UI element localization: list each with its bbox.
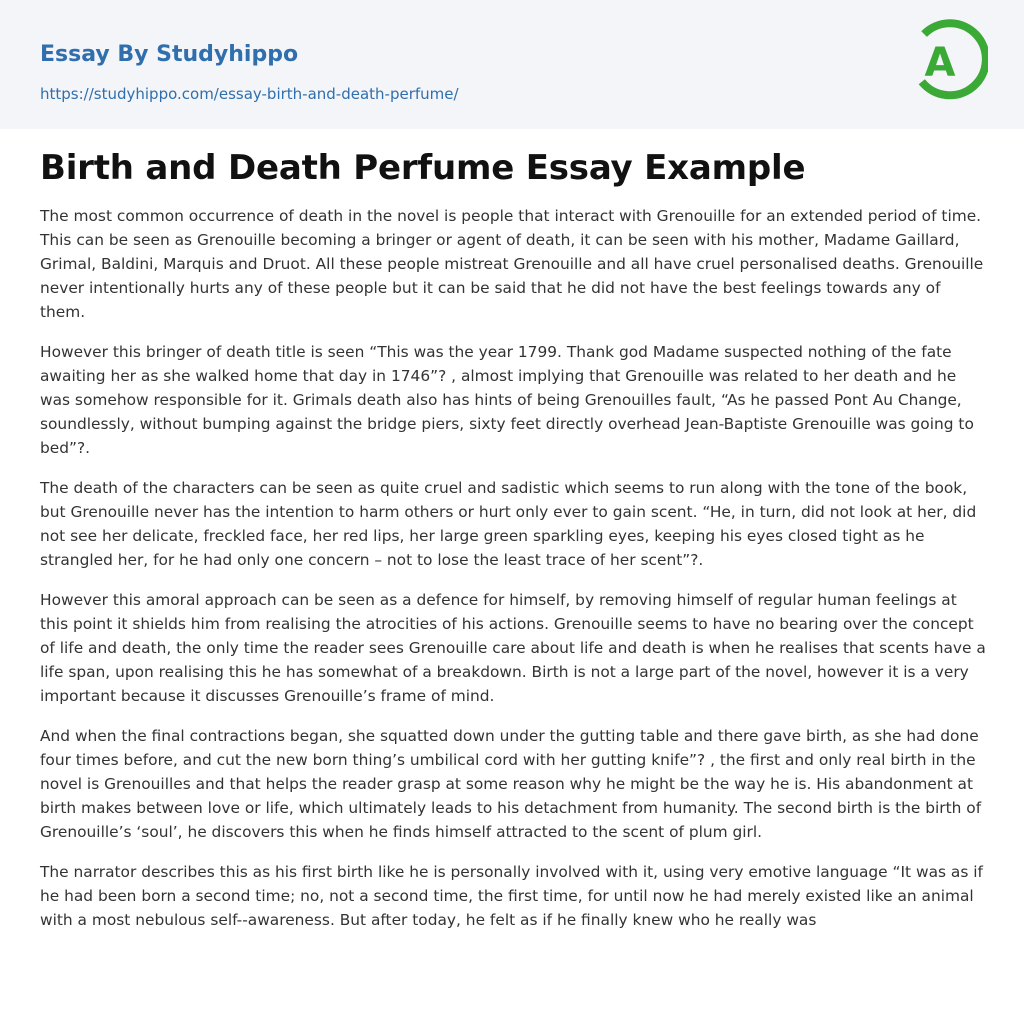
paragraph: The narrator describes this as his first birth like he is personally involved with it, using very emotive language “It was as if he had been born a second time; no, not a second time, the first time, for until now he had merely existed like an animal with a most nebulous self--awareness. But after today, he felt as if he finally knew who he really was (40, 863, 983, 929)
article (40, 146, 986, 948)
site-brand[interactable]: Essay By Studyhippo (40, 42, 299, 67)
essay-url-link[interactable]: https://studyhippo.com/essay-birth-and-death-perfume/ (40, 85, 459, 103)
paragraph: However this bringer of death title is seen “This was the year 1799. Thank god Madame suspected nothing of the fate awaiting her as she walked home that day in 1746”? , almost implying that Grenouille was related to her death and he was somehow responsible for it. Grimals death also has hints of being Grenouilles fault, “As he passed Pont Au Change, soundlessly, without bumping against the bridge piers, sixty feet directly overhead Jean-Baptiste Grenouille was going to bed”?. (40, 343, 974, 457)
studyhippo-logo-icon[interactable] (912, 18, 988, 106)
site-header (0, 0, 1024, 129)
paragraph: The most common occurrence of death in the novel is people that interact with Grenouille for an extended period of time. This can be seen as Grenouille becoming a bringer or agent of death, it can be seen with his mother, Madame Gaillard, Grimal, Baldini, Marquis and Druot. All these people mistreat Grenouille and all have cruel personalised deaths. Grenouille never intentionally hurts any of these people but it can be said that he did not have the best feelings towards any of them. (40, 207, 984, 321)
page-title: Birth and Death Perfume Essay Example (40, 148, 806, 188)
logo-letter: A (924, 40, 956, 86)
paragraph: The death of the characters can be seen as quite cruel and sadistic which seems to run along with the tone of the book, but Grenouille never has the intention to harm others or hurt only ever to gain scent. “He, in turn, did not look at her, did not see her delicate, freckled face, her red lips, her large green sparkling eyes, keeping his eyes closed tight as he strangled her, for he had only one concern – not to lose the least trace of her scent”?. (40, 479, 977, 569)
paragraph: And when the final contractions began, she squatted down under the gutting table and there gave birth, as she had done four times before, and cut the new born thing’s umbilical cord with her gutting knife”? , the first and only real birth in the novel is Grenouilles and that helps the reader grasp at some reason why he might be the way he is. His abandonment at birth makes between love or life, which ultimately leads to his detachment from humanity. The second birth is the birth of Grenouille’s ‘soul’, he discovers this when he finds himself attracted to the scent of plum girl. (40, 727, 982, 841)
paragraph: However this amoral approach can be seen as a defence for himself, by removing himself of regular human feelings at this point it shields him from realising the atrocities of his actions. Grenouille seems to have no bearing over the concept of life and death, the only time the reader sees Grenouille care about life and death is when he realises that scents have a life span, upon realising this he has somewhat of a breakdown. Birth is not a large part of the novel, however it is a very important because it discusses Grenouille’s frame of mind. (40, 591, 986, 705)
